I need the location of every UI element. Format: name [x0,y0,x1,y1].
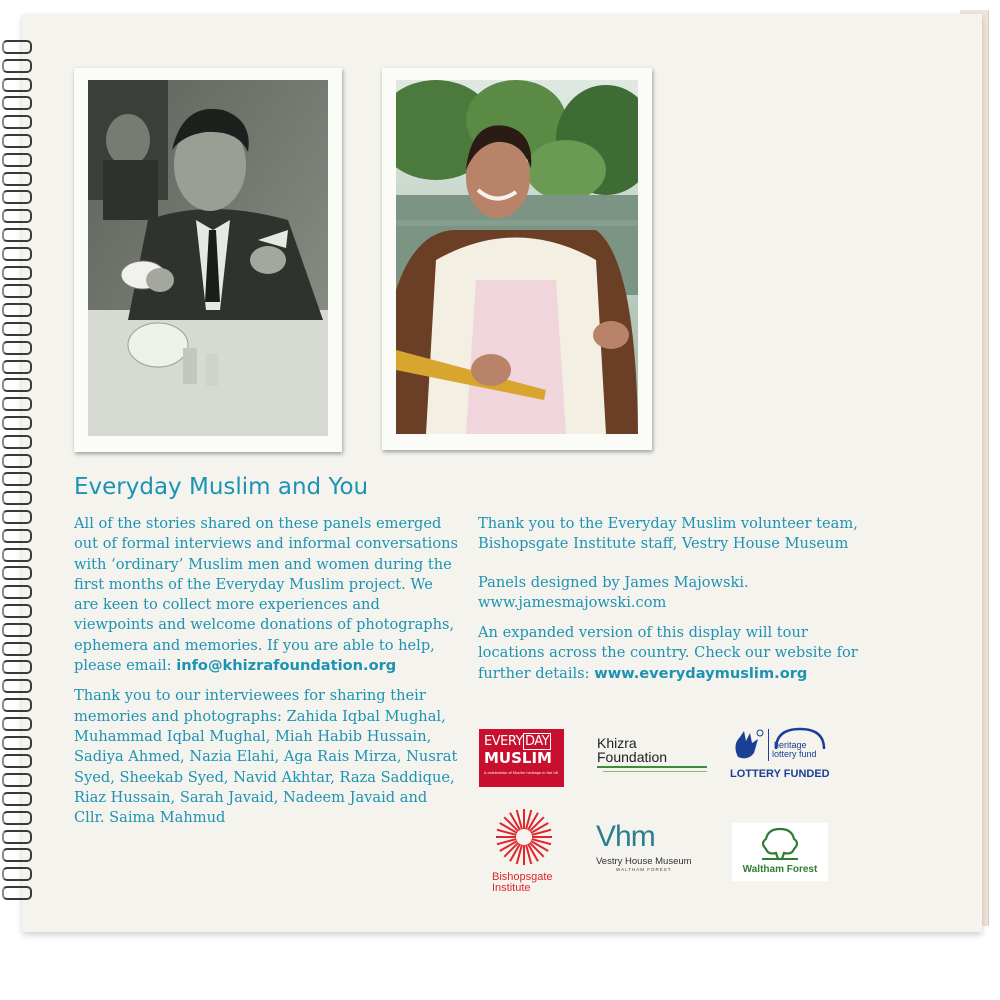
spiral-coil [2,172,32,186]
spiral-binding [0,40,30,920]
intro-paragraph [74,514,458,676]
design-credit [478,573,862,614]
vestry-house-museum-logo [596,822,706,880]
spiral-coil [2,209,32,223]
spiral-coil [2,754,32,768]
spiral-coil [2,115,32,129]
left-column [74,514,458,838]
vestry-logo-name: Vestry House Museum [596,856,692,867]
spiral-coil [2,698,32,712]
spiral-coil [2,153,32,167]
website-link[interactable]: www.everydaymuslim.org [594,664,808,682]
spiral-coil [2,59,32,73]
spiral-coil [2,792,32,806]
spiral-coil [2,642,32,656]
spiral-coil [2,190,32,204]
em-logo-muslim: MUSLIM [484,749,552,767]
spiral-coil [2,40,32,54]
bishopsgate-burst-icon [494,802,554,872]
spiral-coil [2,134,32,148]
heritage-lottery-fund-logo [730,727,830,785]
spiral-coil [2,886,32,900]
spiral-coil [2,848,32,862]
waltham-logo-name: Waltham Forest [742,864,818,875]
waltham-tree-icon [760,825,800,861]
spiral-coil [2,811,32,825]
spiral-coil [2,472,32,486]
spiral-coil [2,341,32,355]
spiral-coil [2,548,32,562]
spiral-coil [2,378,32,392]
tour-text: An expanded version of this display will tour locations across the country. Check our website for further details: [478,624,858,682]
section-heading: Everyday Muslim and You [74,474,369,500]
spiral-coil [2,660,32,674]
spiral-coil [2,679,32,693]
spiral-coil [2,435,32,449]
spiral-coil [2,585,32,599]
em-logo-tagline: A celebration of Muslim heritage in the UK [484,771,559,775]
spiral-coil [2,397,32,411]
volunteer-thanks: Thank you to the Everyday Muslim volunteer team, Bishopsgate Institute staff, Vestry House Museum [478,515,858,553]
bishopsgate-logo-line1: Bishopsgate [492,871,553,883]
everyday-muslim-logo [479,729,564,787]
spiral-coil [2,529,32,543]
spiral-coil [2,247,32,261]
khizra-logo-line1: Khizra [597,735,637,751]
photo-woman-rowing [382,68,652,450]
spiral-coil [2,736,32,750]
heritage-logo-line1: heritage [774,740,807,750]
khizra-foundation-logo [597,736,713,780]
spiral-coil [2,322,32,336]
lottery-funded-text: LOTTERY FUNDED [730,768,830,780]
spiral-coil [2,78,32,92]
bishopsgate-logo-line2: Institute [492,882,531,894]
spiral-coil [2,623,32,637]
spiral-coil [2,266,32,280]
lottery-hand-icon [730,727,766,761]
spiral-coil [2,867,32,881]
bishopsgate-institute-logo [488,802,568,900]
right-column [478,514,862,694]
spiral-coil [2,566,32,580]
photo-man-image [88,80,328,436]
spiral-coil [2,416,32,430]
spiral-coil [2,96,32,110]
waltham-forest-logo [732,823,828,881]
spiral-coil [2,284,32,298]
spiral-coil [2,360,32,374]
spiral-coil [2,830,32,844]
spiral-coil [2,604,32,618]
intro-text: All of the stories shared on these panels emerged out of formal interviews and informal conversations with ‘ordinary’ Muslim men and women during the first months of the Everyday Muslim project. We are keen to collect more experiences and viewpoints and welcome donations of photographs, ephemera and memories. If you are able to help, please email: [74,515,459,675]
contact-email-link[interactable]: info@khizrafoundation.org [176,657,397,675]
vestry-logo-mark: Vhm [596,820,655,853]
em-logo-day: DAY [524,734,550,749]
designer-url-link[interactable]: www.jamesmajowski.com [478,593,667,611]
photo-man-with-tea [74,68,342,452]
spiral-coil [2,228,32,242]
spiral-coil [2,491,32,505]
spiral-coil [2,303,32,317]
em-logo-every: EVERY [484,734,523,749]
tour-paragraph [478,623,862,684]
spiral-coil [2,773,32,787]
designer-text: Panels designed by James Majowski. [478,573,749,591]
vestry-logo-sub: WALTHAM FOREST [616,867,672,872]
photo-woman-image [396,80,638,434]
spiral-coil [2,510,32,524]
khizra-logo-line2: Foundation [597,749,668,765]
spiral-coil [2,717,32,731]
spiral-coil [2,454,32,468]
interviewees-paragraph: Thank you to our interviewees for sharing their memories and photographs: Zahida Iqbal Mughal, Muhammad Iqbal Mughal, Miah Habib Hussain, Sadiya Ahmed, Nazia Elahi, Aga Rais Mirza, Nusrat Syed, Sheekab Syed, Navid Akhtar, Raza Saddique, Riaz Hussain, Sarah Javaid, Nadeem Javaid and Cllr. Saima Mahmud [74,687,458,827]
heritage-logo-line2: lottery fund [772,749,817,759]
